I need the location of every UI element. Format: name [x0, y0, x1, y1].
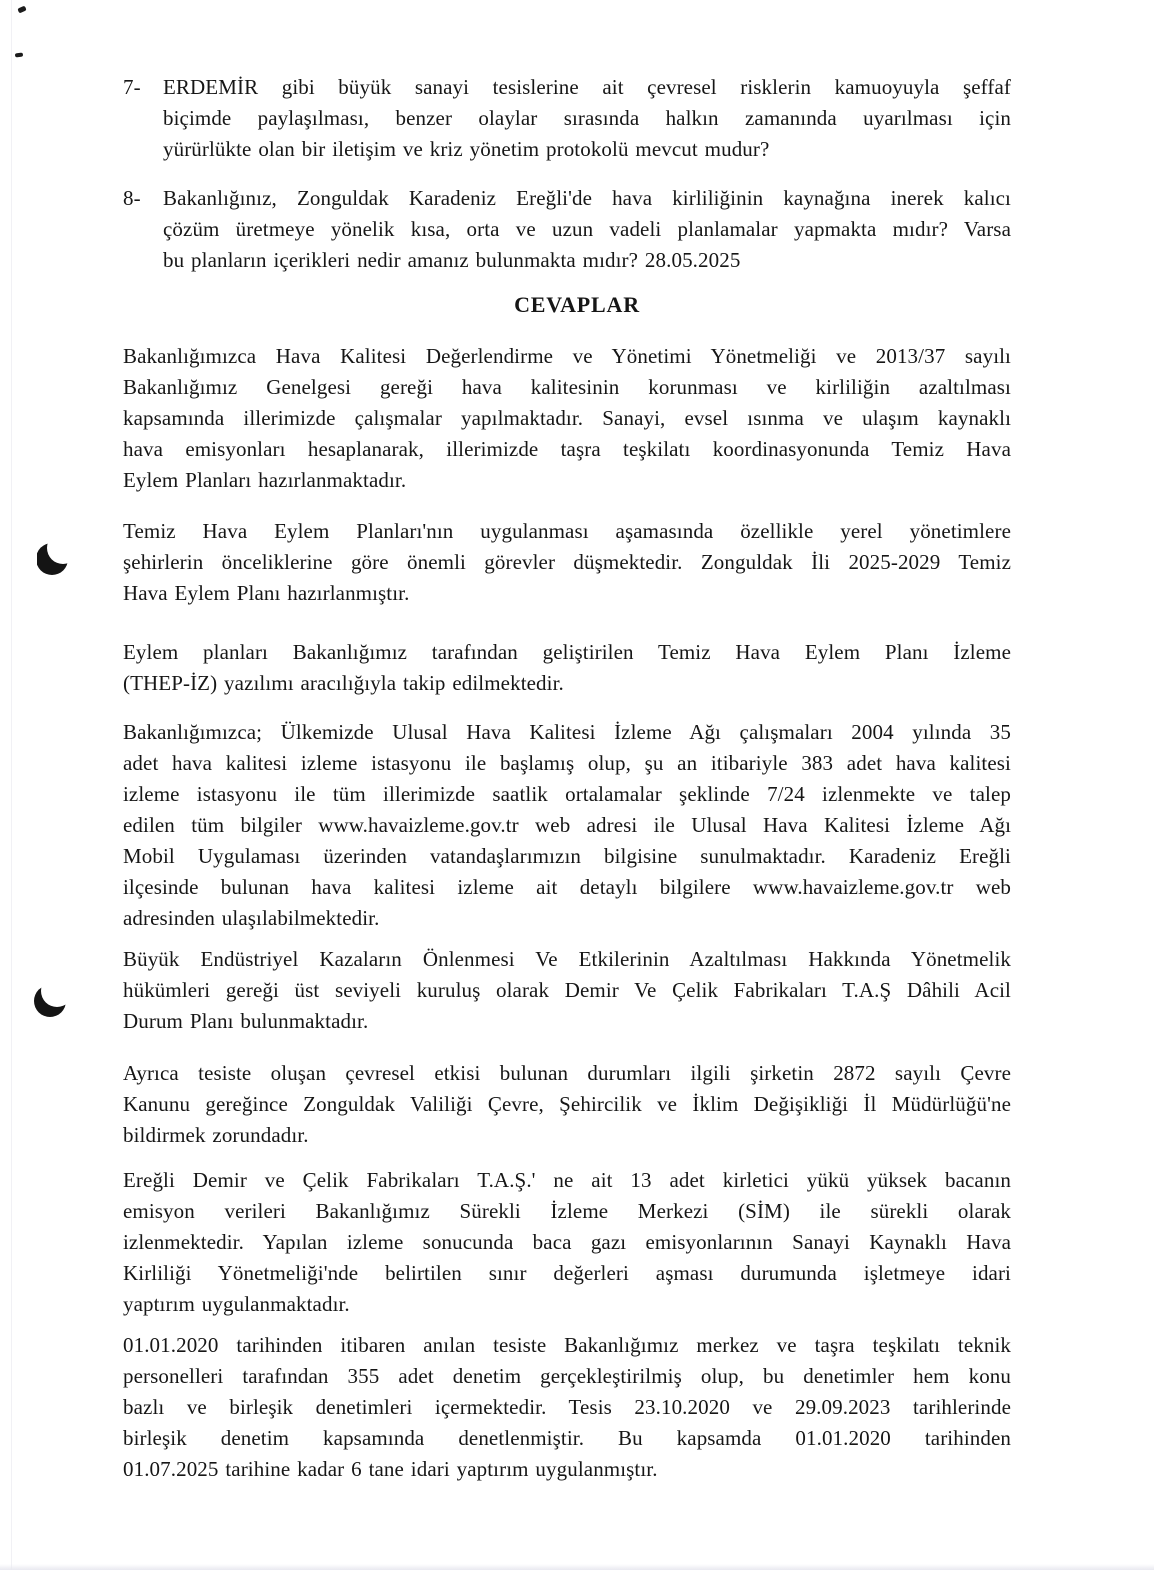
- paragraph-line: kapsamında illerimizde çalışmalar yapılmaktadır. Sanayi, evsel ısınma ve ulaşım kaynaklı: [123, 406, 1011, 430]
- paragraph-line: Eylem planları Bakanlığımız tarafından geliştirilen Temiz Hava Eylem Planı İzleme: [123, 640, 1011, 664]
- paragraph-line: Mobil Uygulaması üzerinden vatandaşlarımızın bilgisine sunulmaktadır. Karadeniz Ereğli: [123, 844, 1011, 868]
- document-content: [123, 72, 1011, 1485]
- paragraph-line: birleşik denetim kapsamında denetlenmiştir. Bu kapsamda 01.01.2020 tarihinden: [123, 1426, 1011, 1450]
- question-text: [163, 72, 1011, 165]
- question-line: yürürlükte olan bir iletişim ve kriz yönetim protokolü mevcut mudur?: [163, 137, 770, 161]
- paragraph-line: Ereğli Demir ve Çelik Fabrikaları T.A.Ş.' ne ait 13 adet kirletici yükü yüksek bacanın: [123, 1168, 1011, 1192]
- questions: [123, 72, 1011, 276]
- question-item: [123, 72, 1011, 165]
- paragraph-line: izleme istasyonu ile tüm illerimizde saatlik ortalamalar şeklinde 7/24 izlenmekte ve talep: [123, 782, 1011, 806]
- answer-paragraph: [123, 341, 1011, 496]
- paragraph-line: Bakanlığımızca; Ülkemizde Ulusal Hava Kalitesi İzleme Ağı çalışmaları 2004 yılında 35: [123, 720, 1011, 744]
- crescent-ink-mark: [31, 983, 71, 1024]
- question-number: 7-: [123, 75, 141, 99]
- answer-paragraph: [123, 516, 1011, 609]
- scan-edge-left: [0, 0, 9, 1570]
- answer-paragraph: [123, 717, 1011, 934]
- paragraph-line: hava emisyonları hesaplanarak, illerimizde taşra teşkilatı koordinasyonunda Temiz Hava: [123, 437, 1011, 461]
- paragraph-line: yaptırım uygulanmaktadır.: [123, 1292, 350, 1316]
- paragraph-line: Bakanlığımız Genelgesi gereği hava kalitesinin korunması ve kirliliğin azaltılması: [123, 375, 1011, 399]
- answer-paragraph: [123, 637, 1011, 699]
- answer-paragraph: [123, 944, 1011, 1037]
- answers-heading: CEVAPLAR: [514, 292, 640, 317]
- paragraph-line: Hava Eylem Planı hazırlanmıştır.: [123, 581, 410, 605]
- answer-paragraphs: [123, 341, 1011, 1485]
- question-line: bu planların içerikleri nedir amanız bulunmakta mıdır? 28.05.2025: [163, 248, 741, 272]
- paragraph-line: adresinden ulaşılabilmektedir.: [123, 906, 380, 930]
- answer-paragraph: [123, 1058, 1011, 1151]
- question-text: [163, 183, 1011, 276]
- paragraph-line: hükümleri gereği üst seviyeli kuruluş olarak Demir Ve Çelik Fabrikaları T.A.Ş Dâhili Acil: [123, 978, 1011, 1002]
- paragraph-line: Temiz Hava Eylem Planları'nın uygulanması aşamasında özellikle yerel yönetimlere: [123, 519, 1011, 543]
- paragraph-line: emisyon verileri Bakanlığımız Sürekli İzleme Merkezi (SİM) ile sürekli olarak: [123, 1199, 1011, 1223]
- paragraph-line: 01.01.2020 tarihinden itibaren anılan tesiste Bakanlığımız merkez ve taşra teşkilatı teknik: [123, 1333, 1011, 1357]
- crescent-ink-mark: [37, 536, 71, 583]
- paragraph-line: Bakanlığımızca Hava Kalitesi Değerlendirme ve Yönetimi Yönetmeliği ve 2013/37 sayılı: [123, 344, 1011, 368]
- paragraph-line: şehirlerin önceliklerine göre önemli görevler düşmektedir. Zonguldak İli 2025-2029 Temiz: [123, 550, 1011, 574]
- paragraph-line: bildirmek zorundadır.: [123, 1123, 309, 1147]
- paragraph-line: Eylem Planları hazırlanmaktadır.: [123, 468, 407, 492]
- question-line: Bakanlığınız, Zonguldak Karadeniz Ereğli'de hava kirliliğinin kaynağına inerek kalıcı: [163, 186, 1011, 210]
- scan-edge-bottom: [0, 1564, 1154, 1570]
- paragraph-line: edilen tüm bilgiler www.havaizleme.gov.tr web adresi ile Ulusal Hava Kalitesi İzleme Ağı: [123, 813, 1011, 837]
- scan-edge-line: [11, 0, 12, 1570]
- paragraph-line: bazlı ve birleşik denetimleri içermektedir. Tesis 23.10.2020 ve 29.09.2023 tarihlerinde: [123, 1395, 1011, 1419]
- paragraph-line: Kanunu gereğince Zonguldak Valiliği Çevre, Şehircilik ve İklim Değişikliği İl Müdürlüğü'ne: [123, 1092, 1011, 1116]
- paragraph-line: Durum Planı bulunmaktadır.: [123, 1009, 369, 1033]
- question-number: 8-: [123, 186, 141, 210]
- paragraph-line: Büyük Endüstriyel Kazaların Önlenmesi Ve Etkilerinin Azaltılması Hakkında Yönetmelik: [123, 947, 1011, 971]
- question-item: [123, 183, 1011, 276]
- ink-speck: [17, 6, 26, 14]
- answer-paragraph: [123, 1330, 1011, 1485]
- question-line: biçimde paylaşılması, benzer olaylar sırasında halkın zamanında uyarılması için: [163, 106, 1011, 130]
- paragraph-line: (THEP-İZ) yazılımı aracılığıyla takip edilmektedir.: [123, 671, 564, 695]
- ink-speck: [15, 52, 23, 57]
- question-line: ERDEMİR gibi büyük sanayi tesislerine ait çevresel risklerin kamuoyuyla şeffaf: [163, 75, 1011, 99]
- paragraph-line: 01.07.2025 tarihine kadar 6 tane idari yaptırım uygulanmıştır.: [123, 1457, 658, 1481]
- paragraph-line: ilçesinde bulunan hava kalitesi izleme ait detaylı bilgilere www.havaizleme.gov.tr web: [123, 875, 1011, 899]
- question-line: çözüm üretmeye yönelik kısa, orta ve uzun vadeli planlamalar yapmakta mıdır? Varsa: [163, 217, 1011, 241]
- paragraph-line: personelleri tarafından 355 adet denetim gerçekleştirilmiş olup, bu denetimler hem konu: [123, 1364, 1011, 1388]
- paragraph-line: Ayrıca tesiste oluşan çevresel etkisi bulunan durumları ilgili şirketin 2872 sayılı Çevre: [123, 1061, 1011, 1085]
- paragraph-line: Kirliliği Yönetmeliği'nde belirtilen sınır değerleri aşması durumunda işletmeye idari: [123, 1261, 1011, 1285]
- paragraph-line: izlenmektedir. Yapılan izleme sonucunda baca gazı emisyonlarının Sanayi Kaynaklı Hava: [123, 1230, 1011, 1254]
- answer-paragraph: [123, 1165, 1011, 1320]
- paragraph-line: adet hava kalitesi izleme istasyonu ile başlamış olup, şu an itibariyle 383 adet hava kalitesi: [123, 751, 1011, 775]
